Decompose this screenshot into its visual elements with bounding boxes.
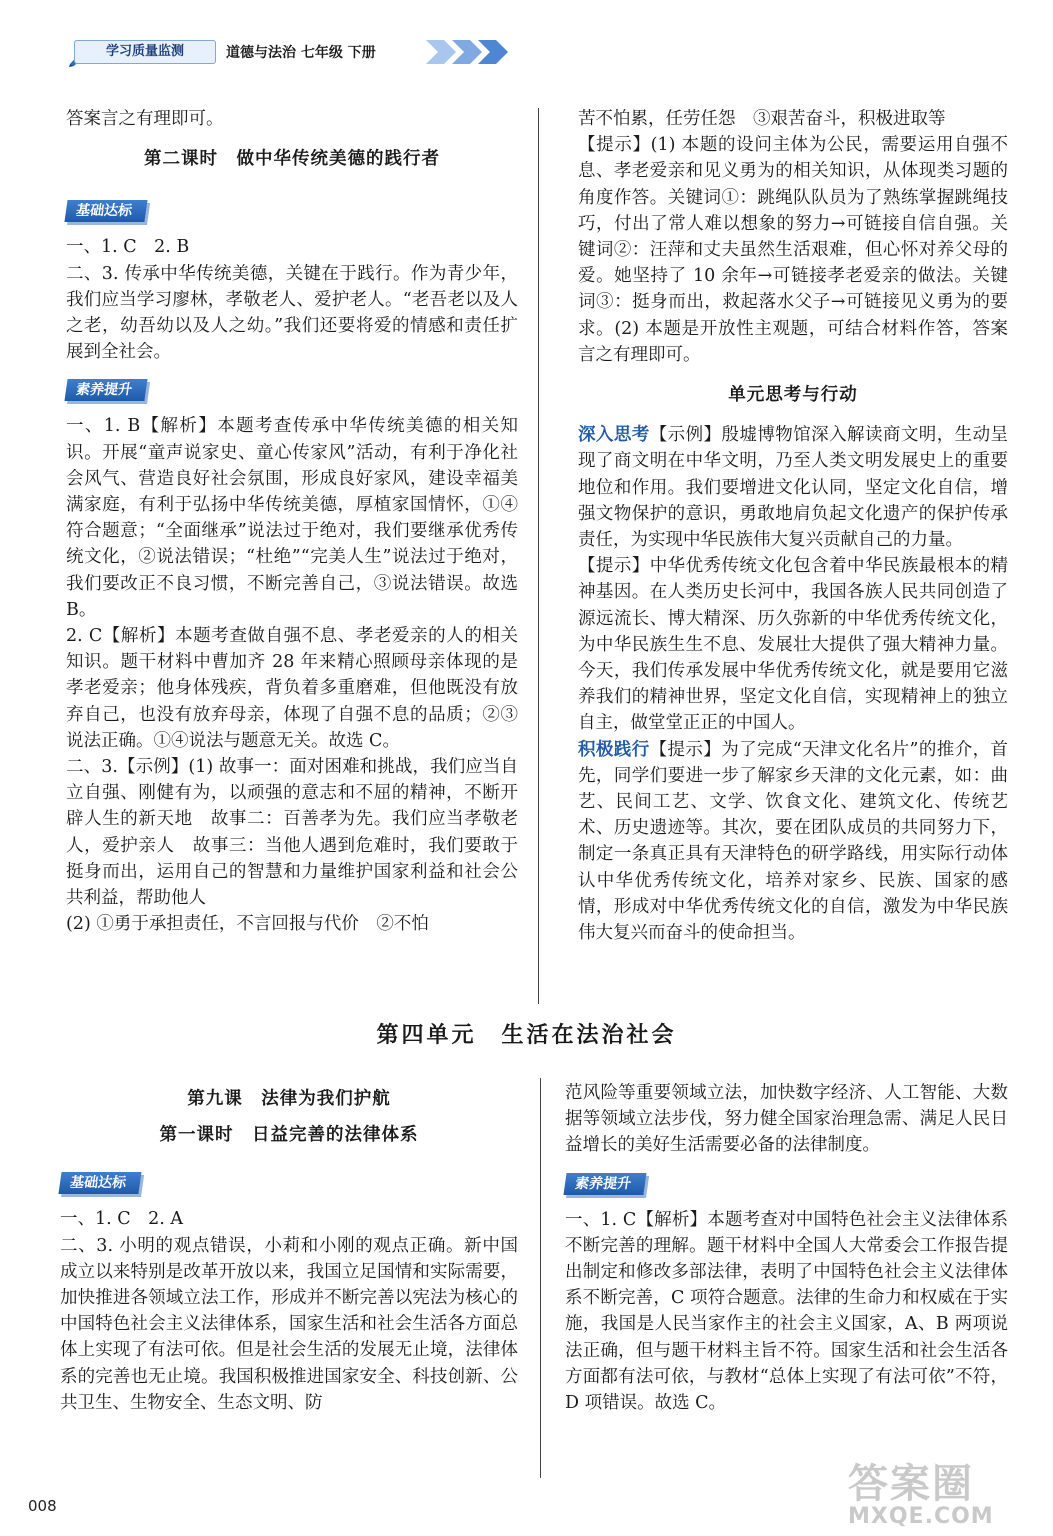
answer-item: 一、1. B【解析】本题考查传承中华传统美德的相关知识。开展“童声说家史、童心传家风”活动，有利于净化社会风气、营造良好社会氛围，形成良好家风，建设幸福美满家庭，有利于弘扬中华传统美德，厚植家国情怀，①④符合题意；“全面继承”说法过于绝对，我们要继承优秀传统文化，②说法错误；“杜绝”“完美人生”说法过于绝对，我们要改正不良习惯，不断完善自己，③说法错误。故选 B。 xyxy=(66,416,518,620)
unit-title: 第四单元 生活在法治社会 xyxy=(376,1023,677,1048)
paragraph: 答案言之有理即可。 xyxy=(66,109,224,129)
right-column-bottom xyxy=(565,1080,1008,1416)
lesson-title: 第九课 法律为我们护航 xyxy=(187,1089,391,1109)
section-tag: 素养提升 xyxy=(64,379,147,401)
paragraph: 苦不怕累，任劳任怨 ③艰苦奋斗，积极进取等 xyxy=(578,109,946,129)
section-tag: 基础达标 xyxy=(58,1172,141,1194)
hint-paragraph: 【提示】中华优秀传统文化包含着中华民族最根本的精神基因。在人类历史长河中，我国各族人民共同创造了源远流长、博大精深、历久弥新的中华优秀传统文化，为中华民族生生不息、发展壮大提供了强大精神力量。今天，我们传承发展中华优秀传统文化，就是要用它滋养我们的精神世界，坚定文化自信，实现精神上的独立自主，做堂堂正正的中国人。 xyxy=(578,556,1008,734)
watermark-url: MXQE.COM xyxy=(848,1504,994,1529)
column-divider xyxy=(540,1078,541,1478)
lesson-title: 第二课时 做中华传统美德的践行者 xyxy=(144,149,440,170)
subject-label: 道德与法治 七年级 下册 xyxy=(226,45,376,61)
chevron-decoration-icon xyxy=(426,38,516,66)
keyword-label: 积极践行 xyxy=(578,739,650,760)
left-column-top xyxy=(66,106,518,937)
brand-label: 学习质量监测 xyxy=(74,40,216,64)
watermark xyxy=(848,1462,1038,1528)
page-header xyxy=(66,34,516,70)
sub-lesson-title: 第一课时 日益完善的法律体系 xyxy=(159,1125,419,1146)
answer-item: 二、3. 小明的观点错误，小莉和小刚的观点正确。新中国成立以来特别是改革开放以来，我国立足国情和实际需要，加快推进各领域立法工作，形成并不断完善以宪法为核心的中国特色社会主义法律体系，国家生活和社会生活各方面总体上实现了有法可依。但是社会生活的发展无止境，法律体系的完善也无止境。我国积极推进国家安全、科技创新、公共卫生、生物安全、生态文明、防 xyxy=(60,1235,518,1413)
section-title: 单元思考与行动 xyxy=(728,385,858,406)
paragraph xyxy=(578,737,1008,947)
paragraph xyxy=(578,422,1008,553)
paragraph-text: 【提示】为了完成“天津文化名片”的推介，首先，同学们要进一步了解家乡天津的文化元素，如：曲艺、民间工艺、文学、饮食文化、建筑文化、传统艺术、历史遗迹等。其次，要在团队成员的共同努力下，制定一条真正具有天津特色的研学路线，用实际行动体认中华优秀传统文化，培养对家乡、民族、国家的感情，形成对中华优秀传统文化的自信，激发为中华民族伟大复兴而奋斗的使命担当。 xyxy=(578,739,1008,944)
answer-item: (2) ①勇于承担责任，不言回报与代价 ②不怕 xyxy=(66,914,429,935)
answer-item: 一、1. C 2. B xyxy=(66,237,190,258)
keyword-label: 深入思考 xyxy=(578,425,650,446)
paragraph-text: 【示例】殷墟博物馆深入解读商文明，生动呈现了商文明在中华文明，乃至人类文明发展史上的重要地位和作用。我们要增进文化认同，坚定文化自信，增强文物保护的意识，勇敢地肩负起文化遗产的保护传承责任，为实现中华民族伟大复兴贡献自己的力量。 xyxy=(578,425,1009,551)
section-tag: 基础达标 xyxy=(64,200,147,222)
hint-paragraph: 【提示】(1) 本题的设问主体为公民，需要运用自强不息、孝老爱亲和见义勇为的相关知识，从体现类习题的角度作答。关键词①：跳绳队队员为了熟练掌握跳绳技巧，付出了常人难以想象的努力→可链接自信自强。关键词②：汪萍和丈夫虽然生活艰难，但心怀对养父母的爱。她坚持了 10 余年→可链接孝老爱亲的做法。关键词③：挺身而出，救起落水父子→可链接见义勇为的要求。(2) 本题是开放性主观题，可结合材料作答，答案言之有理即可。 xyxy=(578,135,1008,365)
answer-item: 一、1. C【解析】本题考查对中国特色社会主义法律体系不断完善的理解。题干材料中全国人大常委会工作报告提出制定和修改多部法律，表明了中国特色社会主义法律体系不断完善，C 项符合题意。法律的生命力和权威在于实施，我国是人民当家作主的社会主义国家，A、B 两项说法正确，但与题干材料主旨不符。国家生活和社会生活各方面都有法可依，与教材“总体上实现了有法可依”不符，D 项错误。故选 C。 xyxy=(565,1209,1008,1414)
section-tag: 素养提升 xyxy=(563,1173,646,1195)
paragraph: 范风险等重要领域立法，加快数字经济、人工智能、大数据等领域立法步伐，努力健全国家治理急需、满足人民日益增长的美好生活需要必备的法律制度。 xyxy=(565,1083,1008,1156)
left-column-bottom xyxy=(60,1080,518,1416)
page-number: 008 xyxy=(28,1497,57,1515)
answer-item: 二、3.【示例】(1) 故事一：面对困难和挑战，我们应当自立自强、刚健有为，以顽强的意志和不屈的精神，不断开辟人生的新天地 故事二：百善孝为先。我们应当孝敬老人，爱护亲人 故事三：当他人遇到危难时，我们要敢于挺身而出，运用自己的智慧和力量维护国家利益和社会公共利益，帮助他人 xyxy=(66,757,518,909)
watermark-logo: 答案圈 xyxy=(848,1461,974,1507)
answer-item: 一、1. C 2. A xyxy=(60,1209,184,1230)
column-divider xyxy=(538,108,539,1004)
right-column-top xyxy=(578,106,1008,946)
answer-item: 2. C【解析】本题考查做自强不息、孝老爱亲的人的相关知识。题干材料中曹加齐 28 年来精心照顾母亲体现的是孝老爱亲；他身体残疾，背负着多重磨难，但他既没有放弃自己，也没有放弃母亲，体现了自强不息的品质；②③说法正确。①④说法与题意无关。故选 C。 xyxy=(66,626,518,751)
answer-item: 二、3. 传承中华传统美德，关键在于践行。作为青少年，我们应当学习廖林，孝敬老人、爱护老人。“老吾老以及人之老，幼吾幼以及人之幼。”我们还要将爱的情感和责任扩展到全社会。 xyxy=(66,263,518,363)
